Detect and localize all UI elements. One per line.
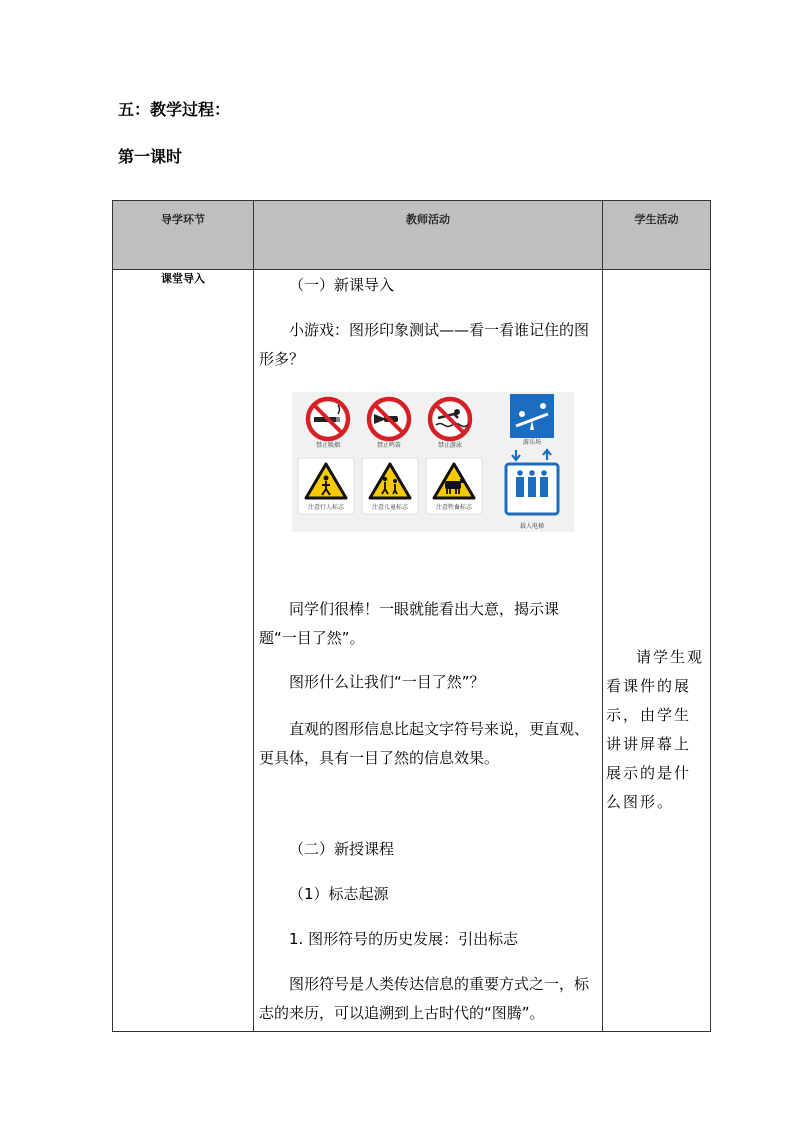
answer-text: 直观的图形信息比起文字符号来说，更直观、更具体，具有一目了然的信息效果。 — [259, 720, 590, 767]
stage-label: 课堂导入 — [161, 272, 205, 285]
elevator-sign-icon — [506, 450, 558, 514]
student-activity-cell — [603, 270, 711, 1032]
student-activity-text: 请学生观看课件的展示，由学生讲讲屏幕上展示的是什么图形。 — [606, 648, 705, 811]
sign-label: 禁止游泳 — [437, 442, 462, 449]
new-course-heading: （二）新授课程 — [289, 840, 395, 858]
praise-text: 同学们很棒！一眼就能看出大意，揭示课题“一目了然”。 — [259, 600, 560, 647]
stage-cell — [113, 270, 254, 1032]
section-heading: 五：教学过程： — [118, 100, 231, 119]
intro-heading: （一）新课导入 — [289, 276, 395, 294]
playground-sign-icon — [510, 394, 554, 438]
teacher-activity-cell — [254, 270, 603, 1032]
history-heading: 1. 图形符号的历史发展：引出标志 — [289, 930, 519, 948]
game-text: 小游戏：图形印象测试——看一看谁记住的图形多？ — [259, 321, 590, 368]
traffic-signs-image — [292, 392, 574, 532]
no-honking-sign-icon — [369, 399, 409, 439]
header-student: 学生活动 — [603, 201, 711, 270]
header-teacher: 教师活动 — [254, 201, 603, 270]
table-row — [113, 270, 711, 1032]
lesson-plan-table — [112, 200, 711, 1032]
sign-label: 禁止吸烟 — [315, 442, 340, 449]
header-stage: 导学环节 — [113, 201, 254, 270]
sign-label: 游乐场 — [522, 439, 541, 446]
question-text: 图形什么让我们“一目了然”？ — [289, 673, 485, 691]
sign-label: 载人电梯 — [519, 523, 544, 530]
symbol-text: 图形符号是人类传达信息的重要方式之一，标志的来历，可以追溯到上古时代的“图腾”。 — [259, 975, 590, 1022]
no-smoking-sign-icon — [308, 399, 348, 439]
lesson-heading: 第一课时 — [118, 147, 183, 166]
origin-heading: （1）标志起源 — [289, 885, 389, 903]
sign-label: 禁止鸣笛 — [376, 442, 401, 449]
sign-label: 注意牲畜标志 — [435, 504, 472, 511]
table-header-row — [113, 201, 711, 270]
signs-graphic — [292, 392, 574, 532]
sign-label: 注意行人标志 — [307, 504, 344, 511]
sign-label: 注意儿童标志 — [371, 504, 408, 511]
no-swimming-sign-icon — [430, 399, 470, 439]
